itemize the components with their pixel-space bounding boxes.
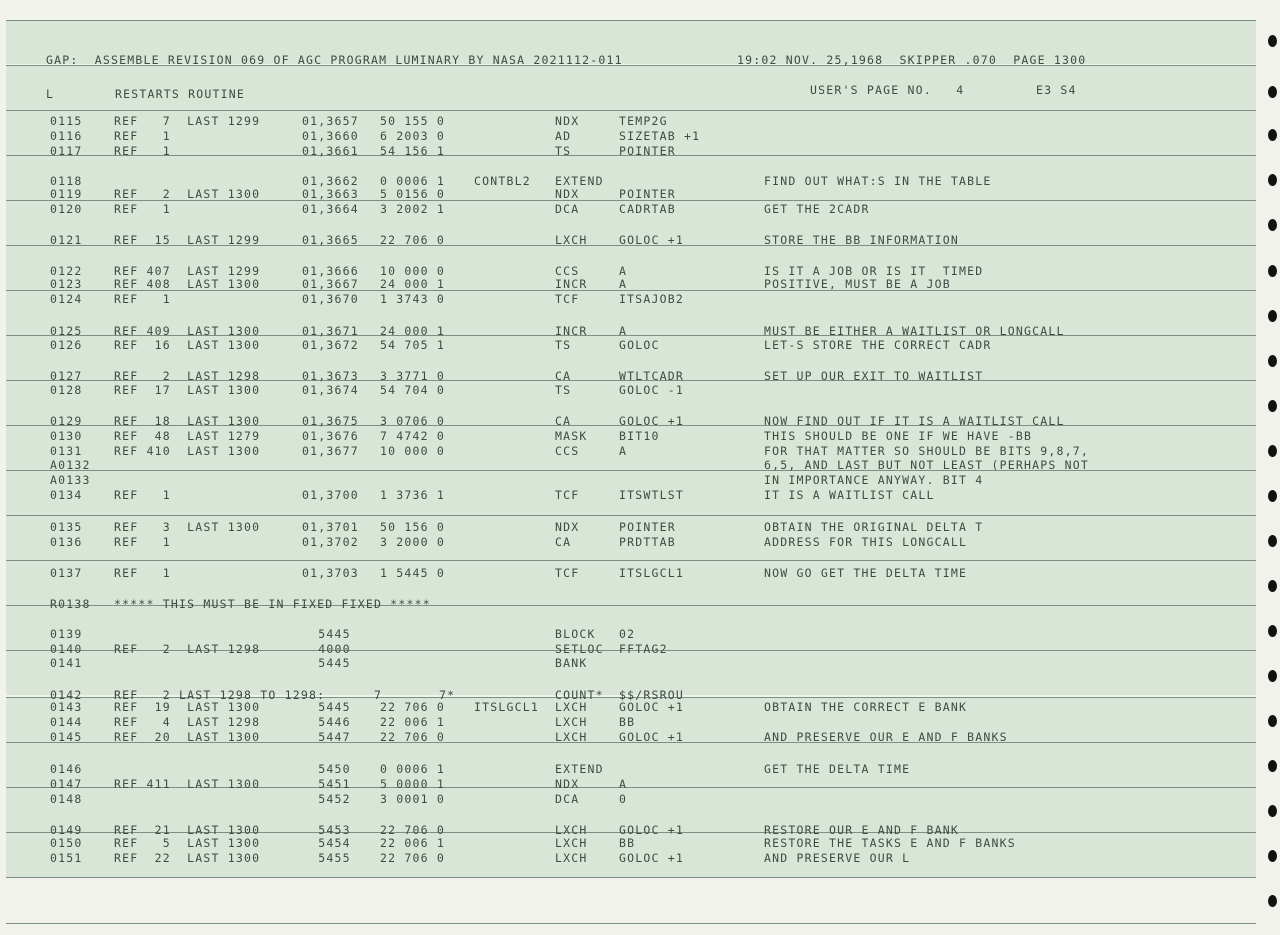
address: 01,3673: [302, 369, 359, 383]
opcode: INCR: [555, 324, 588, 338]
line-number: 0126: [50, 338, 83, 352]
punch-hole: [1268, 850, 1277, 862]
machine-word: 10 000 0: [380, 264, 445, 278]
opcode: BANK: [555, 656, 588, 670]
punch-hole: [1268, 310, 1277, 322]
comment: RESTORE OUR E AND F BANK: [764, 823, 959, 837]
machine-word: 0 0006 1: [380, 762, 445, 776]
line-number: 0141: [50, 656, 83, 670]
address: 01,3703: [302, 566, 359, 580]
line-number: 0136: [50, 535, 83, 549]
ref-info: REF 1: [114, 144, 171, 158]
punch-hole: [1268, 580, 1277, 592]
comment: STORE THE BB INFORMATION: [764, 233, 959, 247]
operand: SIZETAB +1: [619, 129, 701, 143]
machine-word: 5 0156 0: [380, 187, 445, 201]
ref-info: REF 4 LAST 1298: [114, 715, 261, 729]
line-number: 0117: [50, 144, 83, 158]
ref-info: REF 408 LAST 1300: [114, 277, 261, 291]
operand: GOLOC: [619, 338, 660, 352]
opcode: DCA: [555, 202, 580, 216]
address: 01,3672: [302, 338, 359, 352]
operand: A: [619, 277, 628, 291]
comment: NOW GO GET THE DELTA TIME: [764, 566, 968, 580]
punch-hole: [1268, 400, 1277, 412]
operand: BIT10: [619, 429, 660, 443]
machine-word: 1 5445 0: [380, 566, 445, 580]
opcode: EXTEND: [555, 762, 604, 776]
operand: BB: [619, 715, 636, 729]
punch-hole: [1268, 760, 1277, 772]
machine-word: 3 2000 0: [380, 535, 445, 549]
comment: ADDRESS FOR THIS LONGCALL: [764, 535, 968, 549]
operand: FFTAG2: [619, 642, 668, 656]
operand: A: [619, 324, 628, 338]
opcode: AD: [555, 129, 572, 143]
opcode: LXCH: [555, 233, 588, 247]
punch-hole: [1268, 174, 1277, 186]
address: 5453: [302, 823, 351, 837]
operand: PRDTTAB: [619, 535, 676, 549]
line-number: A0133: [50, 473, 91, 487]
line-number: 0144: [50, 715, 83, 729]
punch-hole: [1268, 490, 1277, 502]
punch-hole: [1268, 670, 1277, 682]
opcode: TCF: [555, 292, 580, 306]
opcode: TCF: [555, 488, 580, 502]
comment: IN IMPORTANCE ANYWAY. BIT 4: [764, 473, 984, 487]
machine-word: 50 155 0: [380, 114, 445, 128]
address: 01,3663: [302, 187, 359, 201]
address: 01,3664: [302, 202, 359, 216]
operand: A: [619, 777, 628, 791]
punch-hole: [1268, 355, 1277, 367]
address: 01,3677: [302, 444, 359, 458]
comment: IT IS A WAITLIST CALL: [764, 488, 935, 502]
ref-info: REF 1: [114, 292, 171, 306]
address: 01,3661: [302, 144, 359, 158]
ref-info: REF 1: [114, 566, 171, 580]
punch-hole: [1268, 715, 1277, 727]
line-number: 0122: [50, 264, 83, 278]
machine-word: 22 706 0: [380, 851, 445, 865]
opcode: CA: [555, 535, 572, 549]
opcode: CCS: [555, 444, 580, 458]
address: 01,3676: [302, 429, 359, 443]
line-number: 0116: [50, 129, 83, 143]
comment: MUST BE EITHER A WAITLIST OR LONGCALL: [764, 324, 1065, 338]
line-number: 0128: [50, 383, 83, 397]
address: 01,3700: [302, 488, 359, 502]
comment: RESTORE THE TASKS E AND F BANKS: [764, 836, 1016, 850]
machine-word: 10 000 0: [380, 444, 445, 458]
address: 5455: [302, 851, 351, 865]
address: 01,3674: [302, 383, 359, 397]
comment: AND PRESERVE OUR L: [764, 851, 911, 865]
comment: OBTAIN THE ORIGINAL DELTA T: [764, 520, 984, 534]
opcode: LXCH: [555, 851, 588, 865]
header-timestamp: 19:02 NOV. 25,1968 SKIPPER .070 PAGE 1300: [737, 53, 1087, 67]
punch-hole: [1268, 445, 1277, 457]
address: 5451: [302, 777, 351, 791]
line-number: 0130: [50, 429, 83, 443]
line-number: 0127: [50, 369, 83, 383]
line-number: 0121: [50, 233, 83, 247]
address: 01,3667: [302, 277, 359, 291]
machine-word: 22 006 1: [380, 715, 445, 729]
line-number: 0129: [50, 414, 83, 428]
address: 5445: [302, 700, 351, 714]
header-code: E3 S4: [1036, 83, 1077, 97]
line-number: 0118: [50, 174, 83, 188]
punch-hole: [1268, 35, 1277, 47]
ref-info: REF 2 LAST 1298: [114, 642, 261, 656]
address: 5445: [302, 656, 351, 670]
opcode: LXCH: [555, 715, 588, 729]
operand: $$/RSROU: [619, 688, 684, 702]
opcode: CA: [555, 369, 572, 383]
opcode: LXCH: [555, 836, 588, 850]
header-title: GAP: ASSEMBLE REVISION 069 OF AGC PROGRAM LUMINARY BY NASA 2021112-011: [46, 53, 623, 67]
opcode: INCR: [555, 277, 588, 291]
machine-word: 24 000 1: [380, 277, 445, 291]
line-number: 0115: [50, 114, 83, 128]
line-number: 0146: [50, 762, 83, 776]
section-title: RESTARTS ROUTINE: [115, 87, 245, 101]
address: 01,3675: [302, 414, 359, 428]
machine-word: 54 705 1: [380, 338, 445, 352]
ref-info: REF 16 LAST 1300: [114, 338, 261, 352]
comment: 6,5, AND LAST BUT NOT LEAST (PERHAPS NOT: [764, 458, 1089, 472]
listing-sheet: [6, 0, 1256, 935]
machine-word: 3 0706 0: [380, 414, 445, 428]
address: 01,3657: [302, 114, 359, 128]
opcode: NDX: [555, 520, 580, 534]
line-number: A0132: [50, 458, 91, 472]
address: 01,3670: [302, 292, 359, 306]
machine-word: 54 156 1: [380, 144, 445, 158]
machine-word: 1 3743 0: [380, 292, 445, 306]
line-number: 0124: [50, 292, 83, 306]
ref-info: REF 19 LAST 1300: [114, 700, 261, 714]
opcode: CCS: [555, 264, 580, 278]
opcode: LXCH: [555, 730, 588, 744]
line-number: 0150: [50, 836, 83, 850]
opcode: SETLOC: [555, 642, 604, 656]
ref-info: REF 410 LAST 1300: [114, 444, 261, 458]
line-number: 0151: [50, 851, 83, 865]
machine-word: 0 0006 1: [380, 174, 445, 188]
ref-info: REF 1: [114, 535, 171, 549]
address: 01,3666: [302, 264, 359, 278]
opcode: DCA: [555, 792, 580, 806]
comment: AND PRESERVE OUR E AND F BANKS: [764, 730, 1008, 744]
address: 5446: [302, 715, 351, 729]
ref-info: REF 1: [114, 202, 171, 216]
opcode: BLOCK: [555, 627, 596, 641]
comment: THIS SHOULD BE ONE IF WE HAVE -BB: [764, 429, 1033, 443]
line-number: 0134: [50, 488, 83, 502]
operand: 0: [619, 792, 628, 806]
comment: GET THE 2CADR: [764, 202, 870, 216]
ref-info: REF 21 LAST 1300: [114, 823, 261, 837]
comment: SET UP OUR EXIT TO WAITLIST: [764, 369, 984, 383]
operand: ITSAJOB2: [619, 292, 684, 306]
operand: GOLOC +1: [619, 851, 684, 865]
ref-info: REF 7 LAST 1299: [114, 114, 261, 128]
line-number: 0149: [50, 823, 83, 837]
machine-word: 5 0000 1: [380, 777, 445, 791]
opcode: COUNT*: [555, 688, 604, 702]
ref-info: REF 411 LAST 1300: [114, 777, 261, 791]
opcode: NDX: [555, 187, 580, 201]
opcode: NDX: [555, 114, 580, 128]
user-page-number: USER'S PAGE NO. 4: [810, 83, 965, 97]
punch-hole: [1268, 265, 1277, 277]
ref-info: REF 1: [114, 488, 171, 502]
ref-info: REF 20 LAST 1300: [114, 730, 261, 744]
address: 01,3701: [302, 520, 359, 534]
machine-word: 22 706 0: [380, 233, 445, 247]
address: 4000: [302, 642, 351, 656]
machine-word: 3 3771 0: [380, 369, 445, 383]
line-number: 0137: [50, 566, 83, 580]
machine-word: 50 156 0: [380, 520, 445, 534]
line-number: 0123: [50, 277, 83, 291]
line-number: 0125: [50, 324, 83, 338]
line-number: 0147: [50, 777, 83, 791]
operand: GOLOC +1: [619, 730, 684, 744]
ref-info: ***** THIS MUST BE IN FIXED FIXED *****: [114, 597, 431, 611]
machine-word: 22 706 0: [380, 823, 445, 837]
punch-hole: [1268, 86, 1277, 98]
opcode: LXCH: [555, 700, 588, 714]
operand: 02: [619, 627, 636, 641]
address: 5454: [302, 836, 351, 850]
address: 01,3671: [302, 324, 359, 338]
comment: FIND OUT WHAT:S IN THE TABLE: [764, 174, 992, 188]
operand: GOLOC +1: [619, 414, 684, 428]
machine-word: 24 000 1: [380, 324, 445, 338]
opcode: TS: [555, 144, 572, 158]
address: 5445: [302, 627, 351, 641]
ref-info: REF 3 LAST 1300: [114, 520, 261, 534]
address: 5450: [302, 762, 351, 776]
line-number: 0131: [50, 444, 83, 458]
rule-line: [6, 110, 1256, 111]
line-number: 0145: [50, 730, 83, 744]
line-number: 0135: [50, 520, 83, 534]
opcode: NDX: [555, 777, 580, 791]
ref-info: REF 2 LAST 1298: [114, 369, 261, 383]
opcode: EXTEND: [555, 174, 604, 188]
ref-info: REF 15 LAST 1299: [114, 233, 261, 247]
machine-word: 3 2002 1: [380, 202, 445, 216]
comment: IS IT A JOB OR IS IT TIMED: [764, 264, 984, 278]
ref-info: REF 407 LAST 1299: [114, 264, 261, 278]
operand: GOLOC +1: [619, 700, 684, 714]
opcode: MASK: [555, 429, 588, 443]
ref-info: REF 2 LAST 1300: [114, 187, 261, 201]
operand: GOLOC +1: [619, 823, 684, 837]
comment: GET THE DELTA TIME: [764, 762, 911, 776]
ref-info: REF 2 LAST 1298 TO 1298: 7 7*: [114, 688, 456, 702]
address: 5447: [302, 730, 351, 744]
operand: POINTER: [619, 520, 676, 534]
operand: GOLOC +1: [619, 233, 684, 247]
line-number: 0142: [50, 688, 83, 702]
rule-line: [6, 877, 1256, 878]
line-number: 0139: [50, 627, 83, 641]
header-marker: L: [46, 87, 55, 101]
line-number: 0119: [50, 187, 83, 201]
rule-line: [6, 560, 1256, 561]
ref-info: REF 1: [114, 129, 171, 143]
punch-hole: [1268, 895, 1277, 907]
machine-word: 54 704 0: [380, 383, 445, 397]
comment: FOR THAT MATTER SO SHOULD BE BITS 9,8,7,: [764, 444, 1089, 458]
line-number: 0143: [50, 700, 83, 714]
opcode: LXCH: [555, 823, 588, 837]
operand: POINTER: [619, 144, 676, 158]
machine-word: 6 2003 0: [380, 129, 445, 143]
ref-info: REF 17 LAST 1300: [114, 383, 261, 397]
address: 01,3665: [302, 233, 359, 247]
punch-hole: [1268, 625, 1277, 637]
opcode: TS: [555, 383, 572, 397]
line-number: 0120: [50, 202, 83, 216]
opcode: TS: [555, 338, 572, 352]
machine-word: 1 3736 1: [380, 488, 445, 502]
punch-hole: [1268, 805, 1277, 817]
comment: OBTAIN THE CORRECT E BANK: [764, 700, 968, 714]
line-number: R0138: [50, 597, 91, 611]
operand: CADRTAB: [619, 202, 676, 216]
operand: TEMP2G: [619, 114, 668, 128]
opcode: CA: [555, 414, 572, 428]
line-number: 0140: [50, 642, 83, 656]
machine-word: 22 706 0: [380, 730, 445, 744]
punch-hole: [1268, 219, 1277, 231]
address: 01,3660: [302, 129, 359, 143]
operand: ITSLGCL1: [619, 566, 684, 580]
operand: ITSWTLST: [619, 488, 684, 502]
operand: A: [619, 264, 628, 278]
address: 5452: [302, 792, 351, 806]
comment: NOW FIND OUT IF IT IS A WAITLIST CALL: [764, 414, 1065, 428]
rule-line: [6, 20, 1256, 21]
operand: A: [619, 444, 628, 458]
operand: WTLTCADR: [619, 369, 684, 383]
machine-word: 7 4742 0: [380, 429, 445, 443]
operand: GOLOC -1: [619, 383, 684, 397]
ref-info: REF 22 LAST 1300: [114, 851, 261, 865]
machine-word: 22 706 0: [380, 700, 445, 714]
machine-word: 22 006 1: [380, 836, 445, 850]
line-number: 0148: [50, 792, 83, 806]
ref-info: REF 18 LAST 1300: [114, 414, 261, 428]
instruction-label: ITSLGCL1: [474, 700, 539, 714]
address: 01,3662: [302, 174, 359, 188]
comment: POSITIVE, MUST BE A JOB: [764, 277, 951, 291]
comment: LET-S STORE THE CORRECT CADR: [764, 338, 992, 352]
ref-info: REF 5 LAST 1300: [114, 836, 261, 850]
punch-hole: [1268, 129, 1277, 141]
operand: POINTER: [619, 187, 676, 201]
rule-line: [6, 923, 1256, 924]
machine-word: 3 0001 0: [380, 792, 445, 806]
ref-info: REF 409 LAST 1300: [114, 324, 261, 338]
operand: BB: [619, 836, 636, 850]
opcode: TCF: [555, 566, 580, 580]
address: 01,3702: [302, 535, 359, 549]
ref-info: REF 48 LAST 1279: [114, 429, 261, 443]
rule-line: [6, 515, 1256, 516]
instruction-label: CONTBL2: [474, 174, 531, 188]
punch-hole: [1268, 535, 1277, 547]
